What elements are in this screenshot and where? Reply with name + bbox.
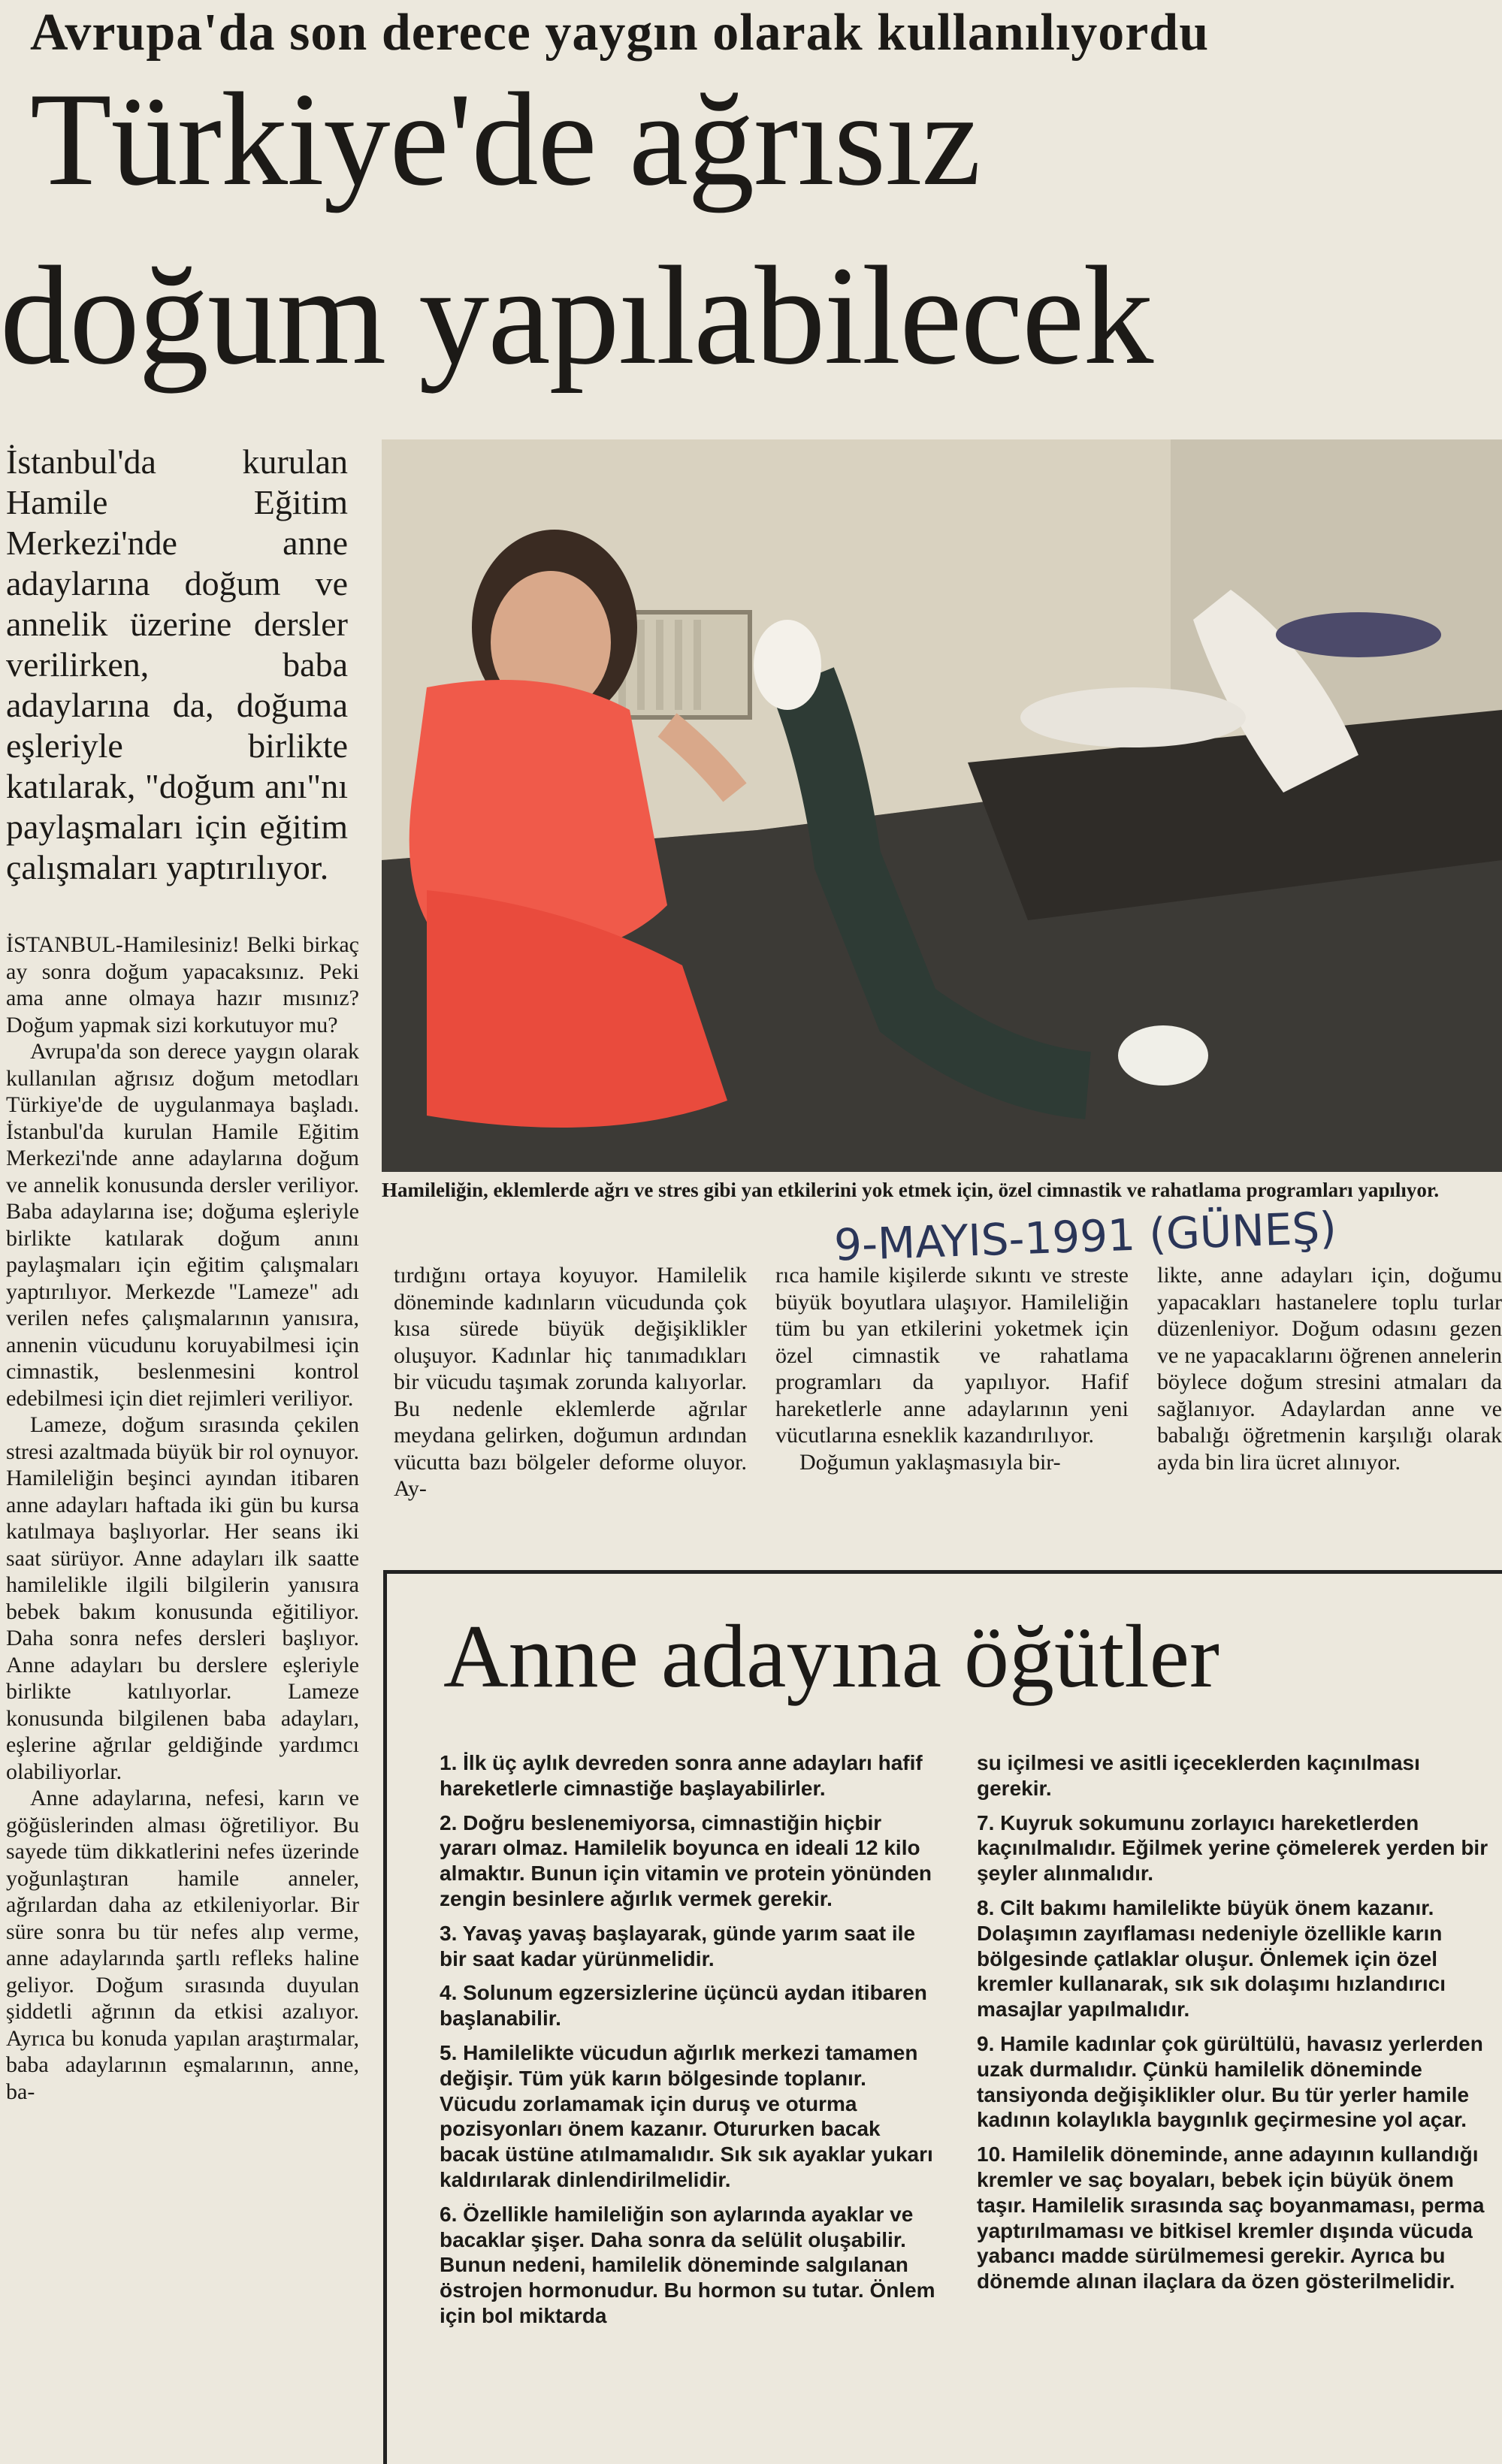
advice-item: 3. Yavaş yavaş başlayarak, günde yarım saat ile bir saat kadar yürünmelidir. <box>440 1921 916 1970</box>
handwritten-date-annotation: 9-MAYIS-1991 (GÜNEŞ) <box>833 1202 1337 1271</box>
photo-caption: Hamileliğin, eklemlerde ağrı ve stres gibi yan etkilerini yok etmek için, özel cimnastik ve rahatlama programları yapılıyor. <box>382 1179 1440 1201</box>
advice-box-title: Anne adayına öğütler <box>443 1606 1219 1706</box>
advice-item: 8. Cilt bakımı hamilelikte büyük önem kazanır. Dolaşımın zayıflaması nedeniyle özellikle karın bölgesinde çatlaklar oluşur. Önlemek için özel kremler kullanarak, sık sık dolaşımı hızlandırıcı masajlar yapılmalıdır. <box>977 1895 1446 2022</box>
body-paragraph: İSTANBUL-Hamilesiniz! Belki birkaç ay sonra doğum yapacaksınız. Peki ama anne olmaya hazır mısınız? Doğum yapmak sizi korkutuyor mu? <box>6 932 359 1037</box>
body-paragraph: likte, anne adayları için, doğumu yapacakları hastanelere toplu turlar düzenleniyor. Doğum odasını gezen ve ne yapacaklarını öğrenen annelerin böylece doğum stresini atmaları da sağlanıyor. Adaylardan anne ve babalığı öğretmenin karşılığı olarak ayda bin lira ücret alınıyor. <box>1157 1263 1502 1475</box>
body-paragraph: Anne adaylarına, nefesi, karın ve göğüslerinden alması öğretiliyor. Bu sayede tüm dikkatlerini nefes üzerinde yoğunlaştıran hamile anneler, ağrılardan daha az etkileniyorlar. Bir süre sonra bu tür nefes alıp verme, anne adaylarında şartlı refleks haline geliyor. Doğum sırasında duyulan şiddetli ağrının da etkisi azalıyor. Ayrıca bu konuda yapılan araştırmalar, baba adaylarının eşmalarının, anne, ba- <box>6 1786 359 2104</box>
body-paragraph: Avrupa'da son derece yaygın olarak kullanılan ağrısız doğum metodları Türkiye'de de uygulanmaya başladı. İstanbul'da kurulan Hamile Eğitim Merkezi'nde anne adaylarına doğum ve annelik konusunda dersler veriliyor. Baba adaylarına ise; doğuma eşleriyle birlikte katılarak doğum anını paylaşmaları için eğitim çalışmaları yaptırılıyor. Merkezde "Lameze" adı verilen nefes çalışmalarının yanısıra, annenin vücudunu koruyabilmesi için cimnastik, beslenmesini kontrol edebilmesi için diet rejimleri veriliyor. <box>6 1039 359 1411</box>
advice-item: 9. Hamile kadınlar çok gürültülü, havasız yerlerden uzak durmalıdır. Çünkü hamilelik döneminde tansiyonda değişiklikler olur. Bu tür yerler hamile kadının kolaylıkla baygınlık geçirmesine yol açar. <box>977 2031 1483 2132</box>
headline-line-1: Türkiye'de ağrısız <box>30 65 981 213</box>
body-column-1 <box>6 932 359 2105</box>
advice-item: 7. Kuyruk sokumunu zorlayıcı hareketlerden kaçınılmalıdır. Eğilmek yerine çömelerek yerden bir şeyler alınmalıdır. <box>977 1810 1488 1886</box>
body-paragraph: Doğumun yaklaşmasıyla bir- <box>799 1449 1061 1475</box>
body-column-2 <box>394 1262 747 1502</box>
advice-item: 5. Hamilelikte vücudun ağırlık merkezi tamamen değişir. Tüm yük karın bölgesinde toplanır. Vücudu zorlamamak için duruş ve oturma pozisyonları önem kazanır. Otururken bacak bacak üstüne atılmamalıdır. Sık sık ayaklar yukarı kaldırılarak dinlendirilmelidir. <box>440 2040 933 2191</box>
advice-list-left <box>440 1750 935 2338</box>
advice-item: 1. İlk üç aylık devreden sonra anne adayları hafif hareketlerle cimnastiğe başlayabilirler. <box>440 1751 923 1800</box>
advice-item: su içilmesi ve asitli içeceklerden kaçınılması gerekir. <box>977 1751 1420 1800</box>
body-column-3 <box>775 1262 1129 1475</box>
advice-item: 2. Doğru beslenemiyorsa, cimnastiğin hiçbir yararı olmaz. Hamilelik boyunca en ideali 12 kilo almaktır. Bunun için vitamin ve protein yönünden zengin besinlere ağırlık vermek gerekir. <box>440 1810 932 1910</box>
body-paragraph: Lameze, doğum sırasında çekilen stresi azaltmada büyük bir rol oynuyor. Hamileliğin beşinci ayından itibaren anne adayları haftada iki gün bu kursa katılmaya başlıyorlar. Her seans iki saat sürüyor. Anne adayları ilk saatte hamilelikle ilgili bilgilerin yanısıra bebek bakım konusunda eğitiliyor. Daha sonra nefes dersleri başlıyor. Anne adayları bu derslere eşleriyle birlikte katılıyorlar. Lameze konusunda bilgilenen baba adayları, eşlerine ağrılar geldiğinde yardımcı olabiliyorlar. <box>6 1412 359 1784</box>
kicker-headline: Avrupa'da son derece yaygın olarak kullanılıyordu <box>30 4 1210 62</box>
lead-paragraph: İstanbul'da kurulan Hamile Eğitim Merkezi'nde anne adaylarına doğum ve annelik üzerine dersler verilirken, baba adaylarına da, doğuma eşleriyle birlikte katılarak, "doğum anı"nı paylaşmaları için eğitim çalışmaları yaptırılıyor. <box>6 442 348 886</box>
advice-item: 6. Özellikle hamileliğin son aylarında ayaklar ve bacaklar şişer. Daha sonra da selülit oluşabilir. Bunun nedeni, hamilelik döneminde salgılanan östrojen hormonudur. Bu hormon su tutar. Önlem için bol miktarda <box>440 2202 935 2327</box>
article-photo <box>382 439 1502 1172</box>
advice-item: 4. Solunum egzersizlerine üçüncü aydan itibaren başlanabilir. <box>440 1981 927 2031</box>
headline-line-2: doğum yapılabilecek <box>0 237 1153 394</box>
advice-list-right <box>977 1750 1495 2303</box>
advice-item: 10. Hamilelik döneminde, anne adayının kullandığı kremler ve saç boyaları, bebek için büyük önem taşır. Hamilelik sırasında saç boyanmaması, perma yaptırılmaması ve bitkisel kremler dışında vücuda yabancı madde sürülmemesi gerekir. Ayrıca bu dönemde alınan ilaçlara da özen gösterilmelidir. <box>977 2142 1485 2293</box>
body-column-4 <box>1157 1262 1502 1475</box>
body-paragraph: rıca hamile kişilerde sıkıntı ve streste büyük boyutlara ulaşıyor. Hamileliğin tüm bu yan etkilerini yoketmek için özel cimnastik ve rahatlama programları da yapılıyor. Hafif hareketlerle anne adaylarının yeni vücutlarına esneklik kazandırılıyor. <box>775 1263 1129 1448</box>
body-paragraph: tırdığını ortaya koyuyor. Hamilelik döneminde kadınların vücudunda çok kısa sürede büyük değişiklikler oluşuyor. Kadınlar hiç tanımadıkları bir vücudu taşımak zorunda kalıyorlar. Bu nedenle eklemlerde ağrılar meydana gelirken, doğumun ardından vücutta bazı bölgeler deforme oluyor. Ay- <box>394 1263 747 1501</box>
